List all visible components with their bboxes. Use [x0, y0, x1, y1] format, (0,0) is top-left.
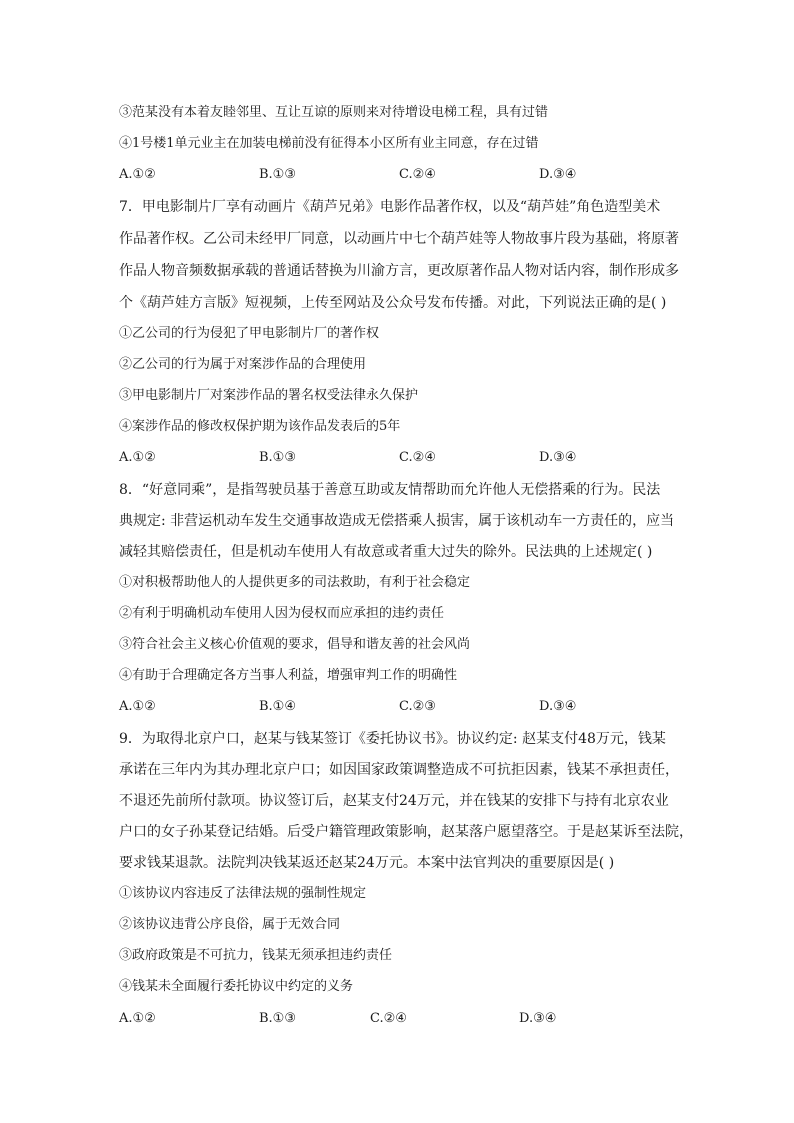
- q9-option-d[interactable]: D.③④: [519, 1011, 557, 1026]
- prev-statement-3: ③范某没有本着友睦邻里、互让互谅的原则来对待增设电梯工程，具有过错: [119, 105, 549, 120]
- q8-option-d[interactable]: D.③④: [539, 699, 577, 714]
- prev-option-a[interactable]: A.①②: [119, 167, 156, 182]
- q9-option-c[interactable]: C.②④: [370, 1011, 407, 1026]
- prev-option-b[interactable]: B.①③: [259, 167, 296, 182]
- q9-stem-line-5: 要求钱某退款。法院判决钱某返还赵某24万元。本案中法官判决的重要原因是( ): [119, 855, 615, 871]
- q8-statement-4: ④有助于合理确定各方当事人利益，增强审判工作的明确性: [119, 668, 458, 683]
- q8-stem-line-2: 典规定: 非营运机动车发生交通事故造成无偿搭乘人损害，属于该机动车一方责任的，应当: [119, 513, 675, 529]
- prev-option-d[interactable]: D.③④: [539, 167, 577, 182]
- q7-statement-4: ④案涉作品的修改权保护期为该作品发表后的5年: [119, 419, 401, 434]
- prev-statement-4: ④1号楼1单元业主在加装电梯前没有征得本小区所有业主同意，存在过错: [119, 136, 539, 151]
- q9-statement-2: ②该协议违背公序良俗，属于无效合同: [119, 917, 341, 932]
- q7-statement-1: ①乙公司的行为侵犯了甲电影制片厂的著作权: [119, 326, 380, 341]
- q9-stem-line-2: 承诺在三年内为其办理北京户口；如因国家政策调整造成不可抗拒因素，钱某不承担责任，: [119, 762, 679, 778]
- q9-statement-1: ①该协议内容违反了法律法规的强制性规定: [119, 886, 367, 901]
- q7-stem-line-4: 个《葫芦娃方言版》短视频，上传至网站及公众号发布传播。对此，下列说法正确的是( ): [119, 295, 667, 311]
- q8-option-b[interactable]: B.①④: [259, 699, 296, 714]
- q9-stem-line-1: 9．为取得北京户口，赵某与钱某签订《委托协议书》。协议约定: 赵某支付48万元，钱某: [119, 731, 666, 747]
- q8-statement-1: ①对积极帮助他人的人提供更多的司法救助，有利于社会稳定: [119, 575, 471, 590]
- q9-statement-4: ④钱某未全面履行委托协议中约定的义务: [119, 979, 354, 994]
- q9-option-b[interactable]: B.①③: [259, 1011, 296, 1026]
- q8-statement-2: ②有利于明确机动车使用人因为侵权而应承担的违约责任: [119, 606, 445, 621]
- q7-statement-2: ②乙公司的行为属于对案涉作品的合理使用: [119, 357, 367, 372]
- q9-statement-3: ③政府政策是不可抗力，钱某无须承担违约责任: [119, 948, 393, 963]
- q8-stem-line-1: 8．“好意同乘”，是指驾驶员基于善意互助或友情帮助而允许他人无偿搭乘的行为。民法: [119, 482, 661, 498]
- q9-options: [119, 1009, 679, 1029]
- q8-statement-3: ③符合社会主义核心价值观的要求，倡导和谐友善的社会风尚: [119, 637, 471, 652]
- q7-option-a[interactable]: A.①②: [119, 450, 156, 465]
- q9-stem-line-4: 户口的女子孙某登记结婚。后受户籍管理政策影响，赵某落户愿望落空。于是赵某诉至法院，: [119, 824, 693, 840]
- q7-stem-line-3: 作品人物音频数据承载的普通话替换为川渝方言，更改原著作品人物对话内容，制作形成多: [119, 263, 679, 279]
- q9-option-a[interactable]: A.①②: [119, 1011, 156, 1026]
- q8-option-a[interactable]: A.①②: [119, 699, 156, 714]
- q9-stem-line-3: 不退还先前所付款项。协议签订后，赵某支付24万元，并在钱某的安排下与持有北京农业: [119, 793, 669, 809]
- q7-option-d[interactable]: D.③④: [539, 450, 577, 465]
- q7-option-c[interactable]: C.②④: [399, 450, 436, 465]
- q7-option-b[interactable]: B.①③: [259, 450, 296, 465]
- q7-stem-line-2: 作品著作权。乙公司未经甲厂同意，以动画片中七个葫芦娃等人物故事片段为基础，将原著: [119, 231, 679, 247]
- q7-options: [119, 448, 679, 468]
- prev-options: [119, 165, 679, 185]
- q8-options: [119, 697, 679, 717]
- q7-stem-line-1: 7．甲电影制片厂享有动画片《葫芦兄弟》电影作品著作权，以及“葫芦娃”角色造型美术: [119, 199, 661, 215]
- q8-option-c[interactable]: C.②③: [399, 699, 436, 714]
- prev-option-c[interactable]: C.②④: [399, 167, 436, 182]
- q8-stem-line-3: 减轻其赔偿责任，但是机动车使用人有故意或者重大过失的除外。民法典的上述规定( ): [119, 544, 653, 560]
- q7-statement-3: ③甲电影制片厂对案涉作品的署名权受法律永久保护: [119, 388, 419, 403]
